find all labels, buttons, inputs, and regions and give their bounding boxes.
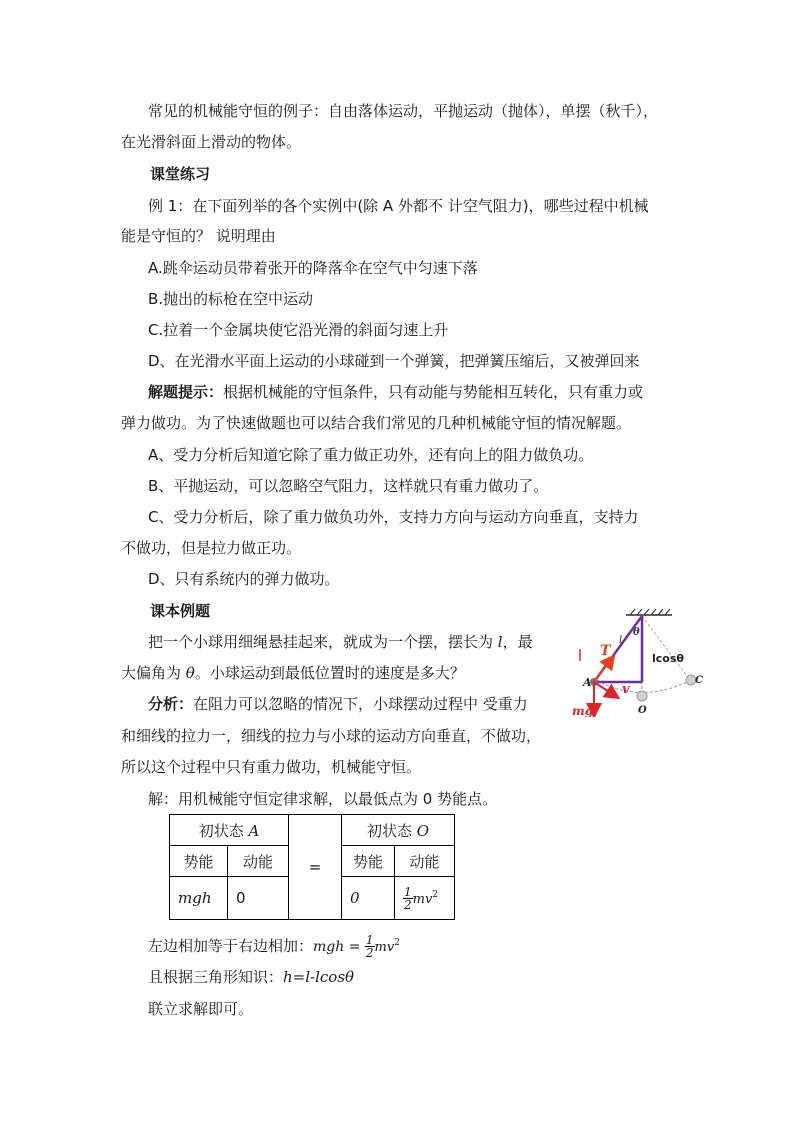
conclusion-line: 联立求解即可。 [148,1000,254,1018]
label-theta: θ [633,627,640,638]
trig-eq: h=l-lcosθ [283,968,355,986]
problem-text-c: 大偏角为 [121,664,186,682]
equals-cell: = [289,815,342,920]
potential-value-o: 0 [342,877,395,920]
problem-text-a: 把一个小球用细绳悬挂起来，就成为一个摆，摆长为 [148,633,498,651]
option-b: B.抛出的标枪在空中运动 [148,290,314,308]
answer-c-line-1: C、受力分析后，除了重力做负功外，支持力方向与运动方向垂直，支持力 [148,508,639,526]
final-state-label: 初状态 [366,821,417,840]
hint-line-1 [148,382,643,402]
analysis-line-2: 和细线的拉力一，细线的拉力与小球的运动方向垂直，不做功， [121,727,542,745]
eq-fraction [365,934,375,959]
tension-arrow [594,657,613,682]
trig-label: 且根据三角形知识： [148,968,284,986]
kinetic-value-a: 0 [228,877,289,920]
answer-d: D、只有系统内的弹力做功。 [148,570,340,588]
square-exp: 2 [432,889,439,900]
kinetic-header-o: 动能 [395,846,455,877]
hint-text: 根据机械能的守恒条件，只有动能与势能相互转化，只有重力或 [223,383,644,401]
final-state-var: O [416,821,430,840]
initial-state-var: A [248,821,260,840]
problem-line-1 [148,632,533,652]
initial-state-label: 初状态 [198,821,249,840]
pendulum-diagram [572,605,712,717]
initial-state-header [170,815,289,846]
analysis-line-3: 所以这个过程中只有重力做功，机械能守恒。 [121,758,422,776]
sum-text: 左边相加等于右边相加： [148,937,314,955]
potential-header-o: 势能 [342,846,395,877]
kinetic-header-a: 动能 [228,846,289,877]
eq-square: 2 [394,938,400,948]
label-T: T [600,643,611,659]
answer-c-line-2: 不做功，但是拉力做正功。 [121,539,302,557]
energy-table [169,814,455,920]
trig-line [148,967,354,987]
half-fraction [403,886,413,911]
option-a: A.跳伞运动员带着张开的降落伞在空气中匀速下落 [148,259,478,277]
option-d: D、在光滑水平面上运动的小球碰到一个弹簧，把弹簧压缩后，又被弹回来 [148,352,640,370]
label-mg: mg [572,704,594,717]
label-A: A [583,676,592,689]
intro-line-1: 常见的机械能守恒的例子：自由落体运动，平抛运动（抛体），单摆（秋千）， [148,102,659,120]
problem-text-b: ，最 [502,633,533,651]
hint-label: 解题提示： [148,383,224,401]
ball-o [637,691,647,701]
label-O: O [638,705,647,716]
eq-frac-den: 2 [365,946,374,960]
label-lcos: lcosθ [652,652,684,665]
rope-to-c [642,616,690,680]
label-C: C [695,675,703,686]
final-state-header [342,815,455,846]
intro-line-2: 在光滑斜面上滑动的物体。 [121,133,302,151]
ceiling-hatch [630,609,670,615]
label-l: l [619,635,623,646]
answer-a: A、受力分析后知道它除了重力做正功外，还有向上的阻力做负功。 [148,446,594,464]
eq-frac-num: 1 [365,933,374,947]
frac-num: 1 [404,884,412,899]
answer-b: B、平抛运动，可以忽略空气阻力，这样就只有重力做功了。 [148,477,549,495]
frac-den: 2 [404,897,412,912]
kinetic-value-o [395,877,455,920]
eq-mv: mv [374,940,395,955]
hint-line-2: 弹力做功。为了快速做题也可以结合我们常见的几种机械能守恒的情况解题。 [121,414,632,432]
question-line-2: 能是守恒的？ 说明理由 [121,227,276,245]
problem-line-2 [121,663,465,683]
analysis-line-1 [148,694,528,714]
label-v: v [622,682,630,697]
analysis-text: 在阻力可以忽略的情况下，小球摆动过程中 受重力 [193,695,528,713]
sum-line [148,932,400,959]
eq-lhs: mgh = [313,939,365,955]
var-l: l [497,633,503,651]
velocity-arrow [594,682,617,697]
mv-term: mv [412,891,433,907]
question-line-1: 例 1：在下面列举的各个实例中(除 A 外都不 计空气阻力)，哪些过程中机械 [148,197,649,215]
potential-header-a: 势能 [170,846,228,877]
practice-heading: 课堂练习 [150,165,211,183]
problem-text-d: 。小球运动到最低位置时的速度是多大？ [194,664,465,682]
solution-line: 解：用机械能守恒定律求解，以最低点为 0 势能点。 [148,790,498,808]
potential-value-a: mgh [170,877,228,920]
var-theta: θ [185,664,195,682]
analysis-label: 分析： [148,695,194,713]
option-c: C.拉着一个金属块使它沿光滑的斜面匀速上升 [148,321,449,339]
textbook-heading: 课本例题 [150,602,211,620]
